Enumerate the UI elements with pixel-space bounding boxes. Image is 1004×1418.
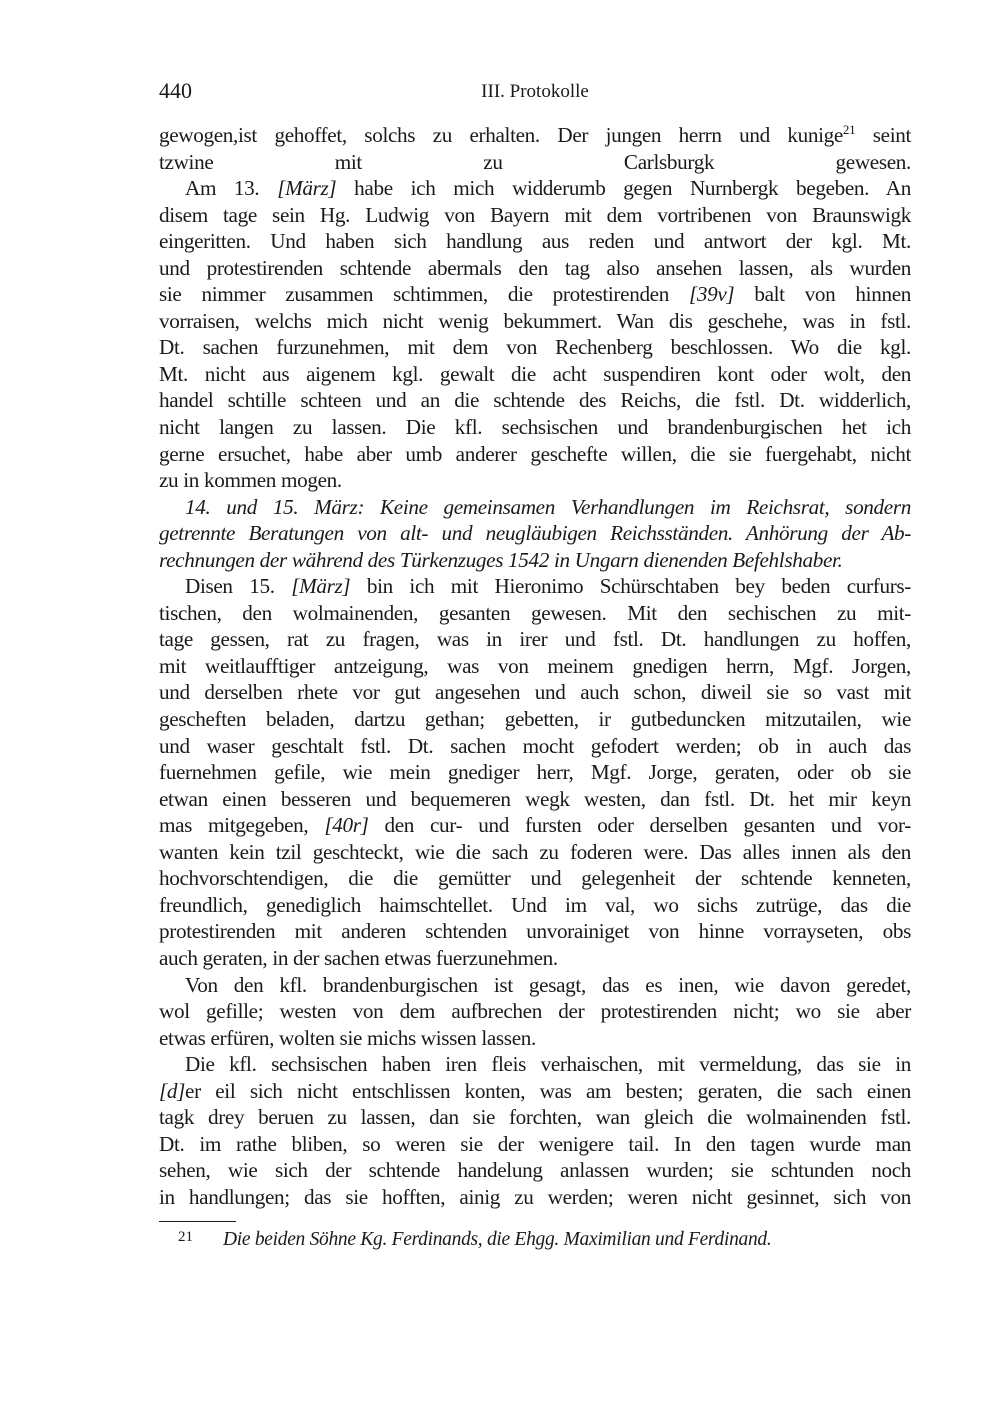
- text-line: [159, 1051, 911, 1078]
- page-header: [159, 78, 911, 108]
- text-line: [159, 892, 911, 919]
- text-segment: tzwine mit zu Carlsburgk gewesen.: [159, 149, 911, 174]
- text-line: [159, 228, 911, 255]
- text-segment: fuernehmen gefile, wie mein gnediger herr, Mgf. Jorge, geraten, oder ob sie: [159, 760, 911, 785]
- text-line: [159, 414, 911, 441]
- text-line: [159, 733, 911, 760]
- text-segment: und derselben rhete vor gut angesehen und auch schon, diweil sie so vast mit: [159, 680, 911, 705]
- text-segment: Die kfl. sechsischen haben iren fleis verhaischen, mit vermeldung, das sie in: [185, 1052, 911, 1077]
- text-line: [159, 334, 911, 361]
- text-segment: protestirenden mit anderen schtenden unvorainiget von hinne vorrayseten, obs: [159, 919, 911, 944]
- text-line: [159, 1104, 911, 1131]
- text-segment: bin ich mit Hieronimo Schürschtaben bey beden curfurs-: [350, 574, 911, 599]
- text-line: [159, 1131, 911, 1158]
- text-line: [159, 122, 911, 149]
- paragraph: [159, 175, 911, 494]
- footnote-ref: 21: [842, 122, 856, 137]
- text-line: [159, 441, 911, 468]
- footnote-number: 21: [178, 1229, 193, 1245]
- page-number: 440: [159, 78, 192, 103]
- text-line: [159, 255, 911, 282]
- text-line: [159, 1025, 911, 1052]
- text-segment: Von den kfl. brandenburgischen ist gesagt, das es inen, wie davon geredet,: [185, 972, 911, 997]
- text-segment: balt von hinnen: [734, 282, 911, 307]
- text-segment: hochvorschtendigen, die die gemütter und gelegenheit der schtende kenneten,: [159, 866, 911, 891]
- text-segment: freundlich, genediglich haimschtellet. Und im val, wo sichs zutrüge, das die: [159, 892, 911, 917]
- text-segment: getrennte Beratungen von alt- und neugläubigen Reichsständen. Anhörung der Ab-: [159, 521, 911, 546]
- text-line: [159, 202, 911, 229]
- text-line: [159, 1157, 911, 1184]
- text-line: [159, 387, 911, 414]
- text-segment: eingeritten. Und haben sich handlung aus reden und antwort der kgl. Mt.: [159, 229, 911, 254]
- text-segment: tagk drey beruen zu lassen, dan sie forchten, wan gleich die wolmainenden fstl.: [159, 1105, 911, 1130]
- text-line: [159, 467, 911, 494]
- text-segment: Dt. sachen furzunehmen, mit dem von Rechenberg beschlossen. Wo die kgl.: [159, 335, 911, 360]
- text-line: [159, 494, 911, 521]
- text-segment: zu in kommen mogen.: [159, 468, 342, 493]
- text-segment: Mt. nicht aus aigenem kgl. gewalt die acht suspendiren kont oder wolt, den: [159, 361, 911, 386]
- text-segment: nicht langen zu lassen. Die kfl. sechsischen und brandenburgischen het ich: [159, 415, 911, 440]
- editorial-mark: [d]: [159, 1078, 186, 1103]
- paragraph: [159, 122, 911, 175]
- text-line: [159, 547, 911, 574]
- text-segment: und protestirenden schtende abermals den tag also ansehen lassen, als wurden: [159, 255, 911, 280]
- editorial-mark: [39v]: [688, 282, 735, 307]
- text-line: [159, 998, 911, 1025]
- text-line: [159, 149, 911, 176]
- text-segment: rechnungen der während des Türkenzuges 1542 in Ungarn dienenden Befehlshaber.: [159, 547, 843, 572]
- text-line: [159, 759, 911, 786]
- text-segment: etwan einen besseren und bequemeren wegk westen, dan fstl. Dt. het mir keyn: [159, 786, 911, 811]
- text-segment: sie nimmer zusammen schtimmen, die protestirenden: [159, 282, 689, 307]
- text-segment: handel schtille schteen und an die schtende des Reichs, die fstl. Dt. widderlich,: [159, 388, 911, 413]
- text-segment: den cur- und fursten oder derselben gesanten und vor-: [368, 813, 911, 838]
- editorial-mark: [März]: [291, 574, 351, 599]
- text-segment: 14. und 15. März: Keine gemeinsamen Verhandlungen im Reichsrat, sondern: [185, 494, 911, 519]
- text-line: [159, 1184, 911, 1211]
- text-line: [159, 679, 911, 706]
- text-segment: sehen, wie sich der schtende handelung anlassen wurden; sie schtunden noch: [159, 1158, 911, 1183]
- text-line: [159, 175, 911, 202]
- text-segment: gerne ersuchet, habe aber umb anderer geschefte willen, die sie fuergehabt, nicht: [159, 441, 911, 466]
- text-segment: auch geraten, in der sachen etwas fuerzunehmen.: [159, 945, 558, 970]
- text-segment: tage gessen, rat zu fragen, was in irer und fstl. Dt. handlungen zu hoffen,: [159, 627, 911, 652]
- text-segment: Disen 15.: [185, 574, 292, 599]
- footnote-text: Die beiden Söhne Kg. Ferdinands, die Ehgg. Maximilian und Ferdinand.: [223, 1229, 772, 1250]
- text-segment: wanten kein tzil geschteckt, wie die sach zu foderen were. Das alles innen als den: [159, 839, 911, 864]
- text-segment: wol gefille; westen von dem aufbrechen der protestirenden nicht; wo sie aber: [159, 999, 911, 1024]
- text-segment: Dt. im rathe bliben, so weren sie der wenigere tail. In den tagen wurde man: [159, 1131, 911, 1156]
- text-line: [159, 1078, 911, 1105]
- text-segment: vorraisen, welchs mich nicht wenig bekummert. Wan dis geschehe, was in fstl.: [159, 308, 911, 333]
- text-segment: er eil sich nicht entschlissen konten, was am besten; geraten, die sach einen: [185, 1078, 911, 1103]
- text-line: [159, 812, 911, 839]
- footnote-rule: [159, 1221, 236, 1222]
- text-segment: tischen, den wolmainenden, gesanten gewesen. Mit den sechischen zu mit-: [159, 600, 911, 625]
- summary-paragraph: [159, 494, 911, 574]
- text-segment: Am 13.: [185, 176, 278, 201]
- editorial-mark: [40r]: [324, 813, 369, 838]
- text-segment: gewogen,ist gehoffet, solchs zu erhalten. Der jungen herrn und kunige: [159, 123, 843, 147]
- text-segment: seint: [855, 123, 912, 147]
- text-line: [159, 918, 911, 945]
- text-line: [159, 706, 911, 733]
- text-segment: und waser geschtalt fstl. Dt. sachen mocht gefodert werden; ob in auch das: [159, 733, 911, 758]
- editorial-mark: [März]: [277, 176, 337, 201]
- running-title: III. Protokolle: [481, 81, 589, 102]
- text-line: [159, 945, 911, 972]
- text-line: [159, 520, 911, 547]
- text-line: [159, 839, 911, 866]
- text-segment: etwas erfüren, wolten sie michs wissen lassen.: [159, 1025, 536, 1050]
- paragraph: [159, 972, 911, 1052]
- text-line: [159, 626, 911, 653]
- body-text: [159, 122, 911, 1210]
- text-segment: disem tage sein Hg. Ludwig von Bayern mit dem vortribenen von Braunswigk: [159, 202, 911, 227]
- text-segment: gescheften beladen, dartzu gethan; gebetten, ir gutbeduncken mitzutailen, wie: [159, 707, 911, 732]
- text-line: [159, 653, 911, 680]
- text-segment: habe ich mich widderumb gegen Nurnbergk begeben. An: [336, 176, 911, 201]
- text-line: [159, 600, 911, 627]
- text-line: [159, 573, 911, 600]
- paragraph: [159, 573, 911, 971]
- text-line: [159, 308, 911, 335]
- text-line: [159, 281, 911, 308]
- text-line: [159, 361, 911, 388]
- text-line: [159, 786, 911, 813]
- text-segment: in handlungen; das sie hofften, ainig zu werden; weren nicht gesinnet, sich von: [159, 1184, 911, 1209]
- text-line: [159, 865, 911, 892]
- text-segment: mit weitlaufftiger antzeigung, was von meinem gnedigen herrn, Mgf. Jorgen,: [159, 653, 911, 678]
- text-segment: mas mitgegeben,: [159, 813, 325, 838]
- paragraph: [159, 1051, 911, 1210]
- text-line: [159, 972, 911, 999]
